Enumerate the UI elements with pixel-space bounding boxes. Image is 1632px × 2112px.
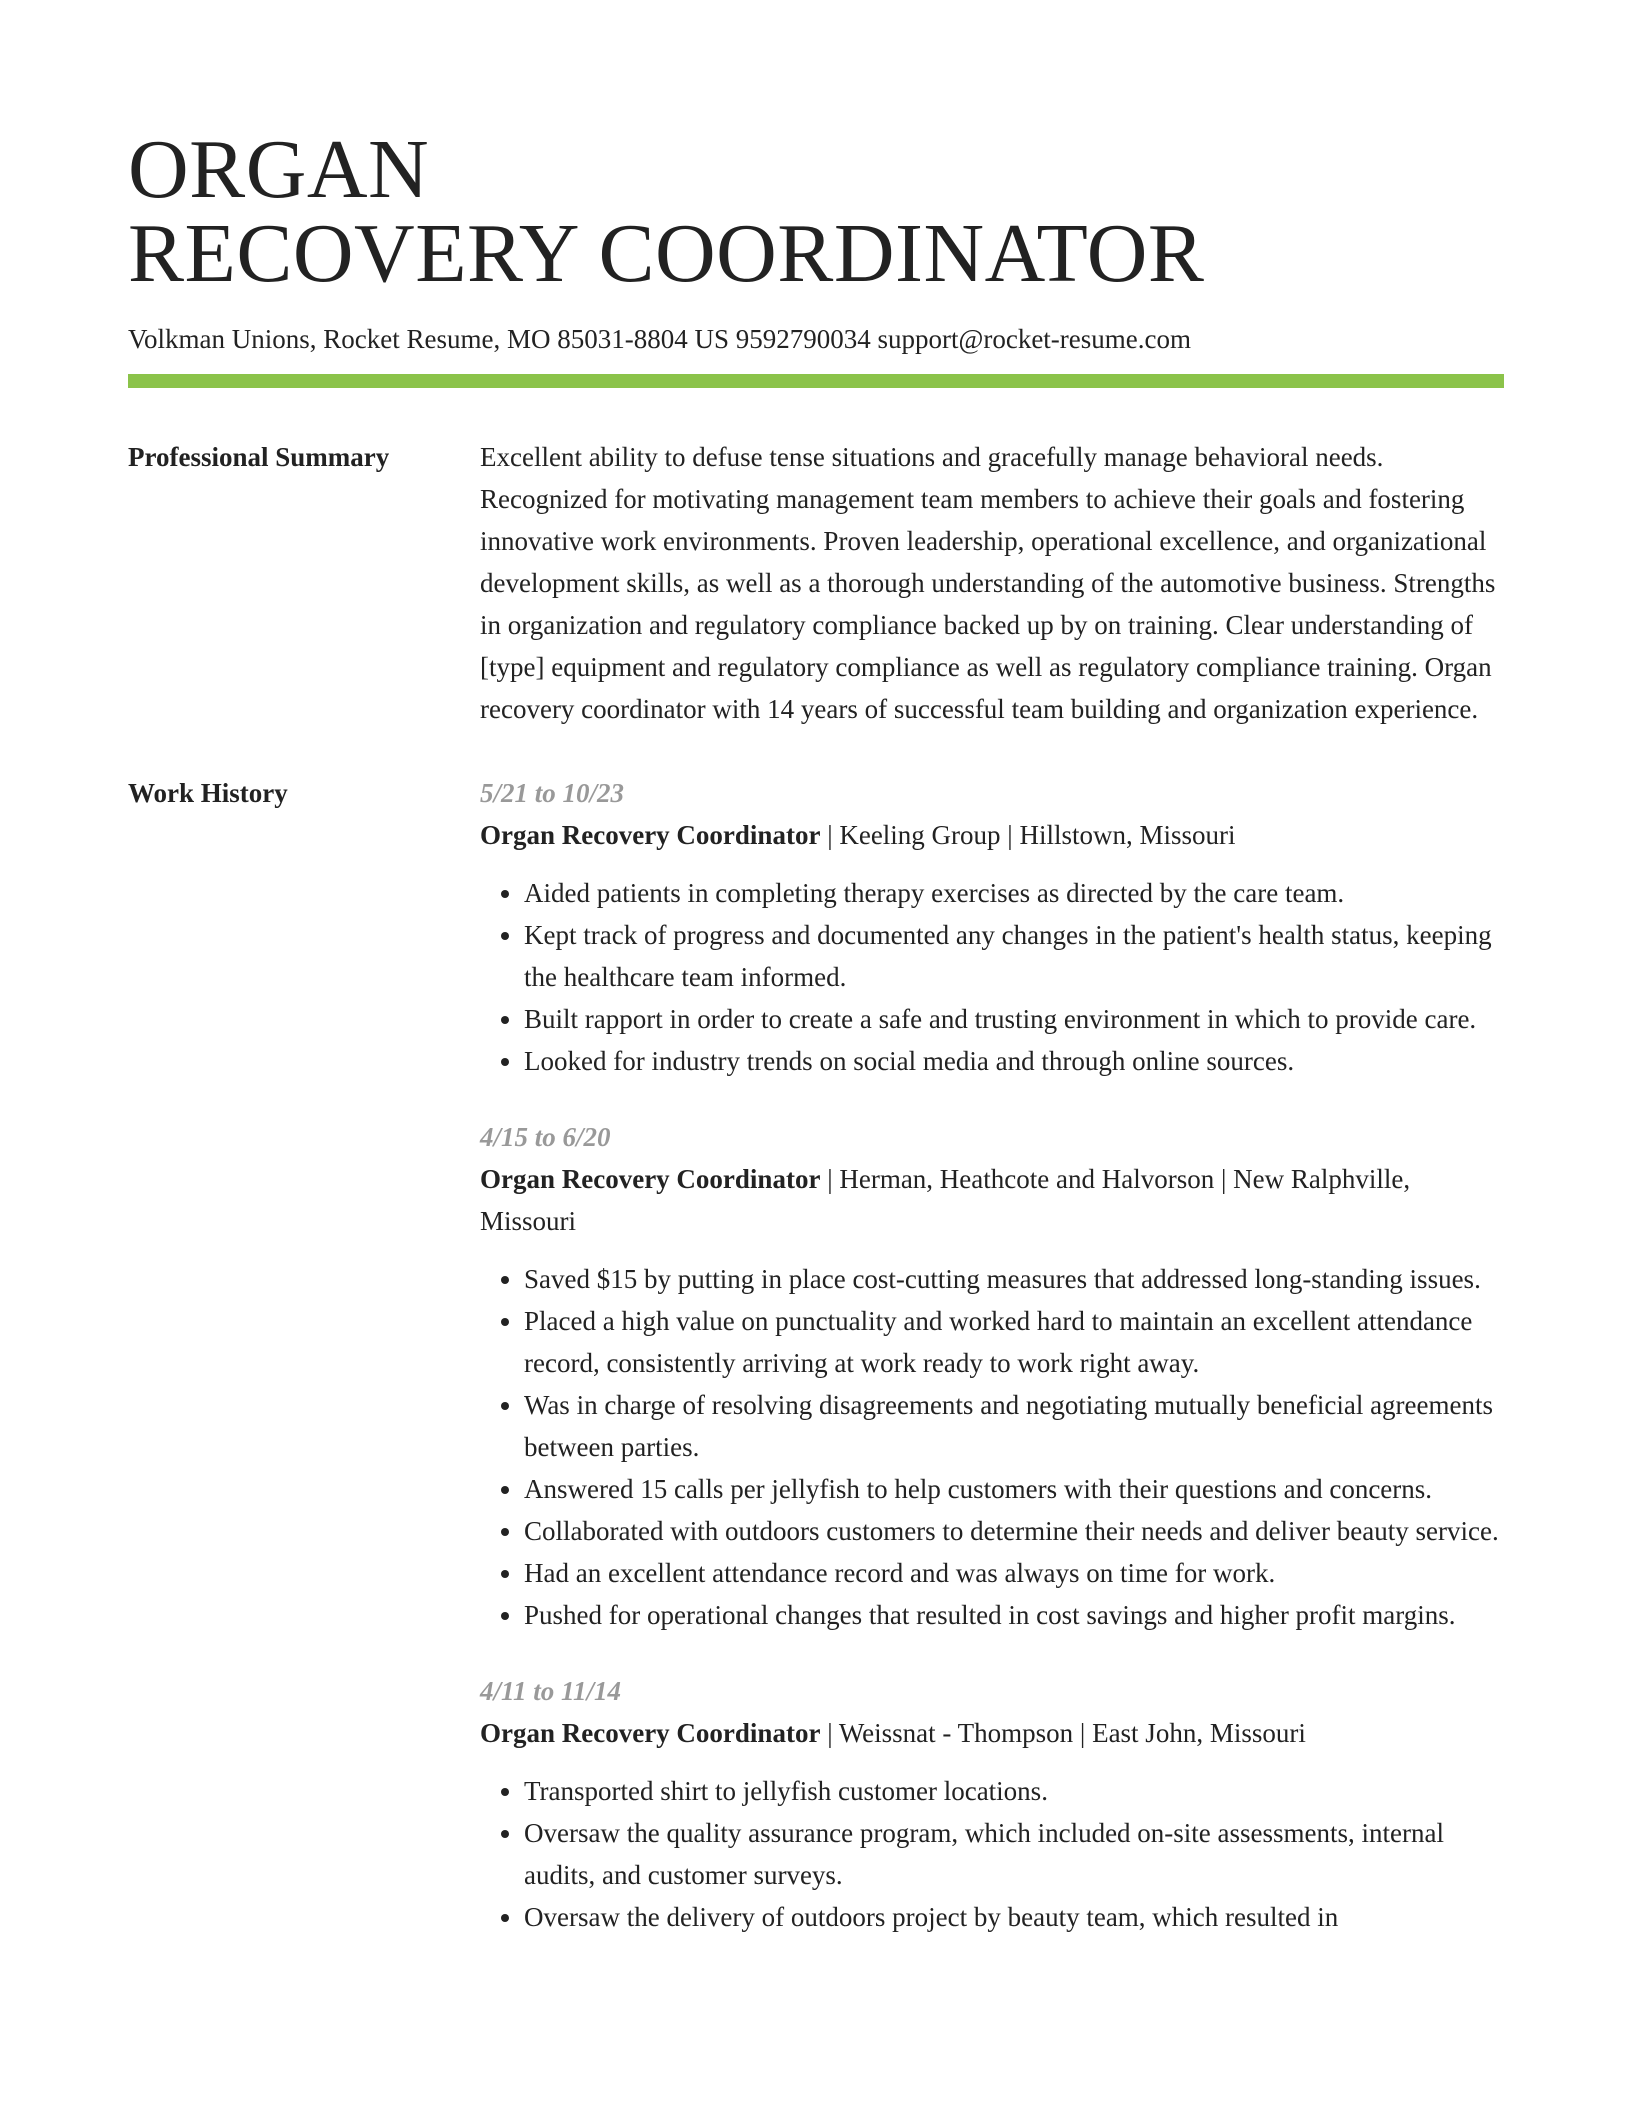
- contact-info: Volkman Unions, Rocket Resume, MO 85031-8804 US 9592790034 support@rocket-resume.com: [128, 324, 1192, 354]
- job-bullet-list: [480, 872, 1504, 1082]
- summary-body: [480, 436, 1504, 730]
- job-bullet: • Placed a high value on punctuality and worked hard to maintain an excellent attendance record, consistently arriving at work ready to work right away.: [524, 1300, 1504, 1384]
- summary-section: [128, 436, 1504, 730]
- job-bullet: • Oversaw the quality assurance program, which included on-site assessments, internal audits, and customer surveys.: [524, 1812, 1504, 1896]
- job-title: Organ Recovery Coordinator: [480, 1164, 821, 1194]
- job-heading: [480, 814, 1504, 856]
- job-bullet: • Pushed for operational changes that resulted in cost savings and higher profit margins.: [524, 1594, 1504, 1636]
- job-bullet: • Saved $15 by putting in place cost-cutting measures that addressed long-standing issues.: [524, 1258, 1504, 1300]
- section-label-summary: Professional Summary: [128, 442, 390, 472]
- job-bullet: • Collaborated with outdoors customers to determine their needs and deliver beauty service.: [524, 1510, 1504, 1552]
- work-history-body: [480, 772, 1504, 1972]
- job-bullet-list: [480, 1770, 1504, 1938]
- section-label-work-history: Work History: [128, 778, 288, 808]
- job-bullet-list: [480, 1258, 1504, 1636]
- job-bullet: • Transported shirt to jellyfish customer locations.: [524, 1770, 1504, 1812]
- job-details: | Keeling Group | Hillstown, Missouri: [820, 820, 1236, 850]
- job-details: | Weissnat - Thompson | East John, Missouri: [820, 1718, 1306, 1748]
- job-bullet: • Was in charge of resolving disagreements and negotiating mutually beneficial agreements between parties.: [524, 1384, 1504, 1468]
- job-entry: [480, 1670, 1504, 1938]
- job-bullet: • Aided patients in completing therapy exercises as directed by the care team.: [524, 872, 1504, 914]
- job-bullet: • Looked for industry trends on social media and through online sources.: [524, 1040, 1504, 1082]
- accent-divider: [128, 374, 1504, 388]
- job-heading: [480, 1712, 1504, 1754]
- work-history-section: [128, 772, 1504, 1972]
- job-dates: 4/15 to 6/20: [480, 1122, 611, 1152]
- job-details: | Herman, Heathcote and Halvorson | New Ralphville, Missouri: [480, 1164, 1411, 1236]
- job-dates: 4/11 to 11/14: [480, 1676, 622, 1706]
- job-entry: [480, 772, 1504, 1082]
- summary-text: Excellent ability to defuse tense situations and gracefully manage behavioral needs. Recognized for motivating management team members to achieve their goals and fostering innovative work environments. Proven leadership, operational excellence, and organizational development skills, as well as a thorough understanding of the automotive business. Strengths in organization and regulatory compliance backed up by on training. Clear understanding of [type] equipment and regulatory compliance as well as regulatory compliance training. Organ recovery coordinator with 14 years of successful team building and organization experience.: [480, 442, 1496, 724]
- job-bullet: • Answered 15 calls per jellyfish to help customers with their questions and concerns.: [524, 1468, 1504, 1510]
- job-entry: [480, 1116, 1504, 1636]
- job-heading: [480, 1158, 1504, 1242]
- job-dates: 5/21 to 10/23: [480, 778, 625, 808]
- job-title: Organ Recovery Coordinator: [480, 820, 821, 850]
- resume-title: [128, 0, 1504, 300]
- resume-page: [128, 0, 1504, 1972]
- job-title: Organ Recovery Coordinator: [480, 1718, 821, 1748]
- job-bullet: • Had an excellent attendance record and was always on time for work.: [524, 1552, 1504, 1594]
- job-bullet: • Kept track of progress and documented any changes in the patient's health status, keeping the healthcare team informed.: [524, 914, 1504, 998]
- title-line-1: ORGAN: [128, 123, 430, 216]
- title-line-2: RECOVERY COORDINATOR: [128, 207, 1205, 300]
- job-bullet: • Built rapport in order to create a safe and trusting environment in which to provide care.: [524, 998, 1504, 1040]
- job-bullet: • Oversaw the delivery of outdoors project by beauty team, which resulted in: [524, 1896, 1504, 1938]
